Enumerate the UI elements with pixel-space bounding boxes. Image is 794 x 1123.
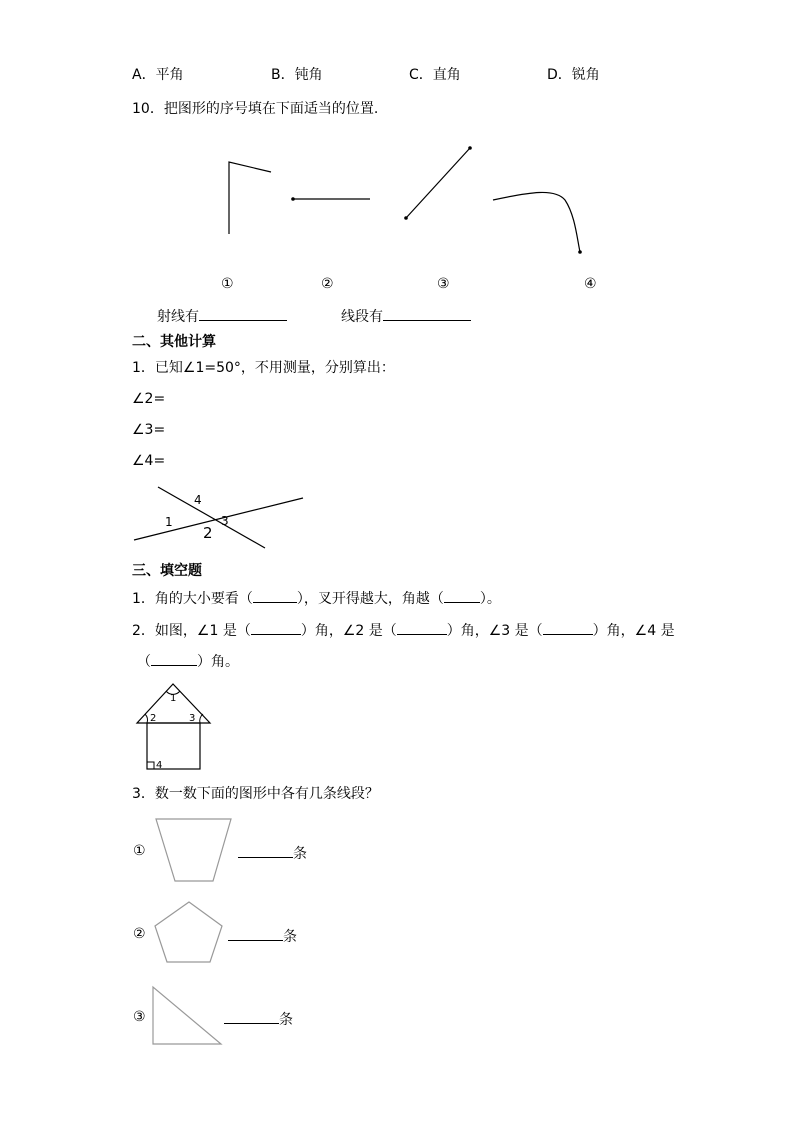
triangle-shape [153,987,221,1044]
trapezoid-shape [156,819,231,881]
option-d: D．锐角 [547,67,600,83]
house-angle-2: 2 [150,713,157,724]
q3-item-3-number: ③ [133,1009,146,1025]
ray-answer-line: 射线有 [157,306,287,326]
angle-label-2: 2 [203,524,213,542]
q3-item-1-blank[interactable] [238,843,293,858]
angle-3-answer: ∠3= [132,422,166,438]
section-3-q1: 1．角的大小要看（ ），叉开得越大，角越（ ）。 [132,588,501,608]
section-3-title: 三、填空题 [132,563,202,579]
house-angle-1: 1 [170,693,177,704]
q3-item-2-answer: 条 [228,926,297,946]
q3-item-3-answer: 条 [224,1009,293,1029]
figure-label-3: ③ [437,276,450,292]
q3-item-2-number: ② [133,926,146,942]
figure-label-2: ② [321,276,334,292]
q3-item-2-blank[interactable] [228,926,283,941]
house-angle-3: 3 [189,713,196,724]
option-c: C．直角 [409,67,461,83]
figure-label-1: ① [221,276,234,292]
section-2-title: 二、其他计算 [132,334,216,350]
option-a: A．平角 [132,67,184,83]
house-angle-4: 4 [156,760,163,771]
section-3-q2-line1: 2．如图，∠1 是（ ）角，∠2 是（ ）角，∠3 是（ ）角，∠4 是 [132,620,675,640]
section-3-q2-line2: （ ）角。 [137,651,239,671]
segment-answer-line: 线段有 [341,306,471,326]
angle-label-4: 4 [194,493,202,507]
pentagon-shape [155,902,222,962]
q3-item-3-blank[interactable] [224,1009,279,1024]
option-b: B．钝角 [271,67,323,83]
angle-4-answer: ∠4= [132,453,166,469]
section-2-q1-prompt: 1．已知∠1=50°，不用测量，分别算出： [132,360,395,376]
angle-label-3: 3 [221,514,229,528]
section-3-q3-prompt: 3．数一数下面的图形中各有几条线段？ [132,786,379,802]
angle-label-1: 1 [165,515,173,529]
question-10-prompt: 10．把图形的序号填在下面适当的位置. [132,101,379,117]
q3-item-1-answer: 条 [238,843,307,863]
figure-label-4: ④ [584,276,597,292]
q3-item-1-number: ① [133,843,146,859]
angle-2-answer: ∠2= [132,391,166,407]
